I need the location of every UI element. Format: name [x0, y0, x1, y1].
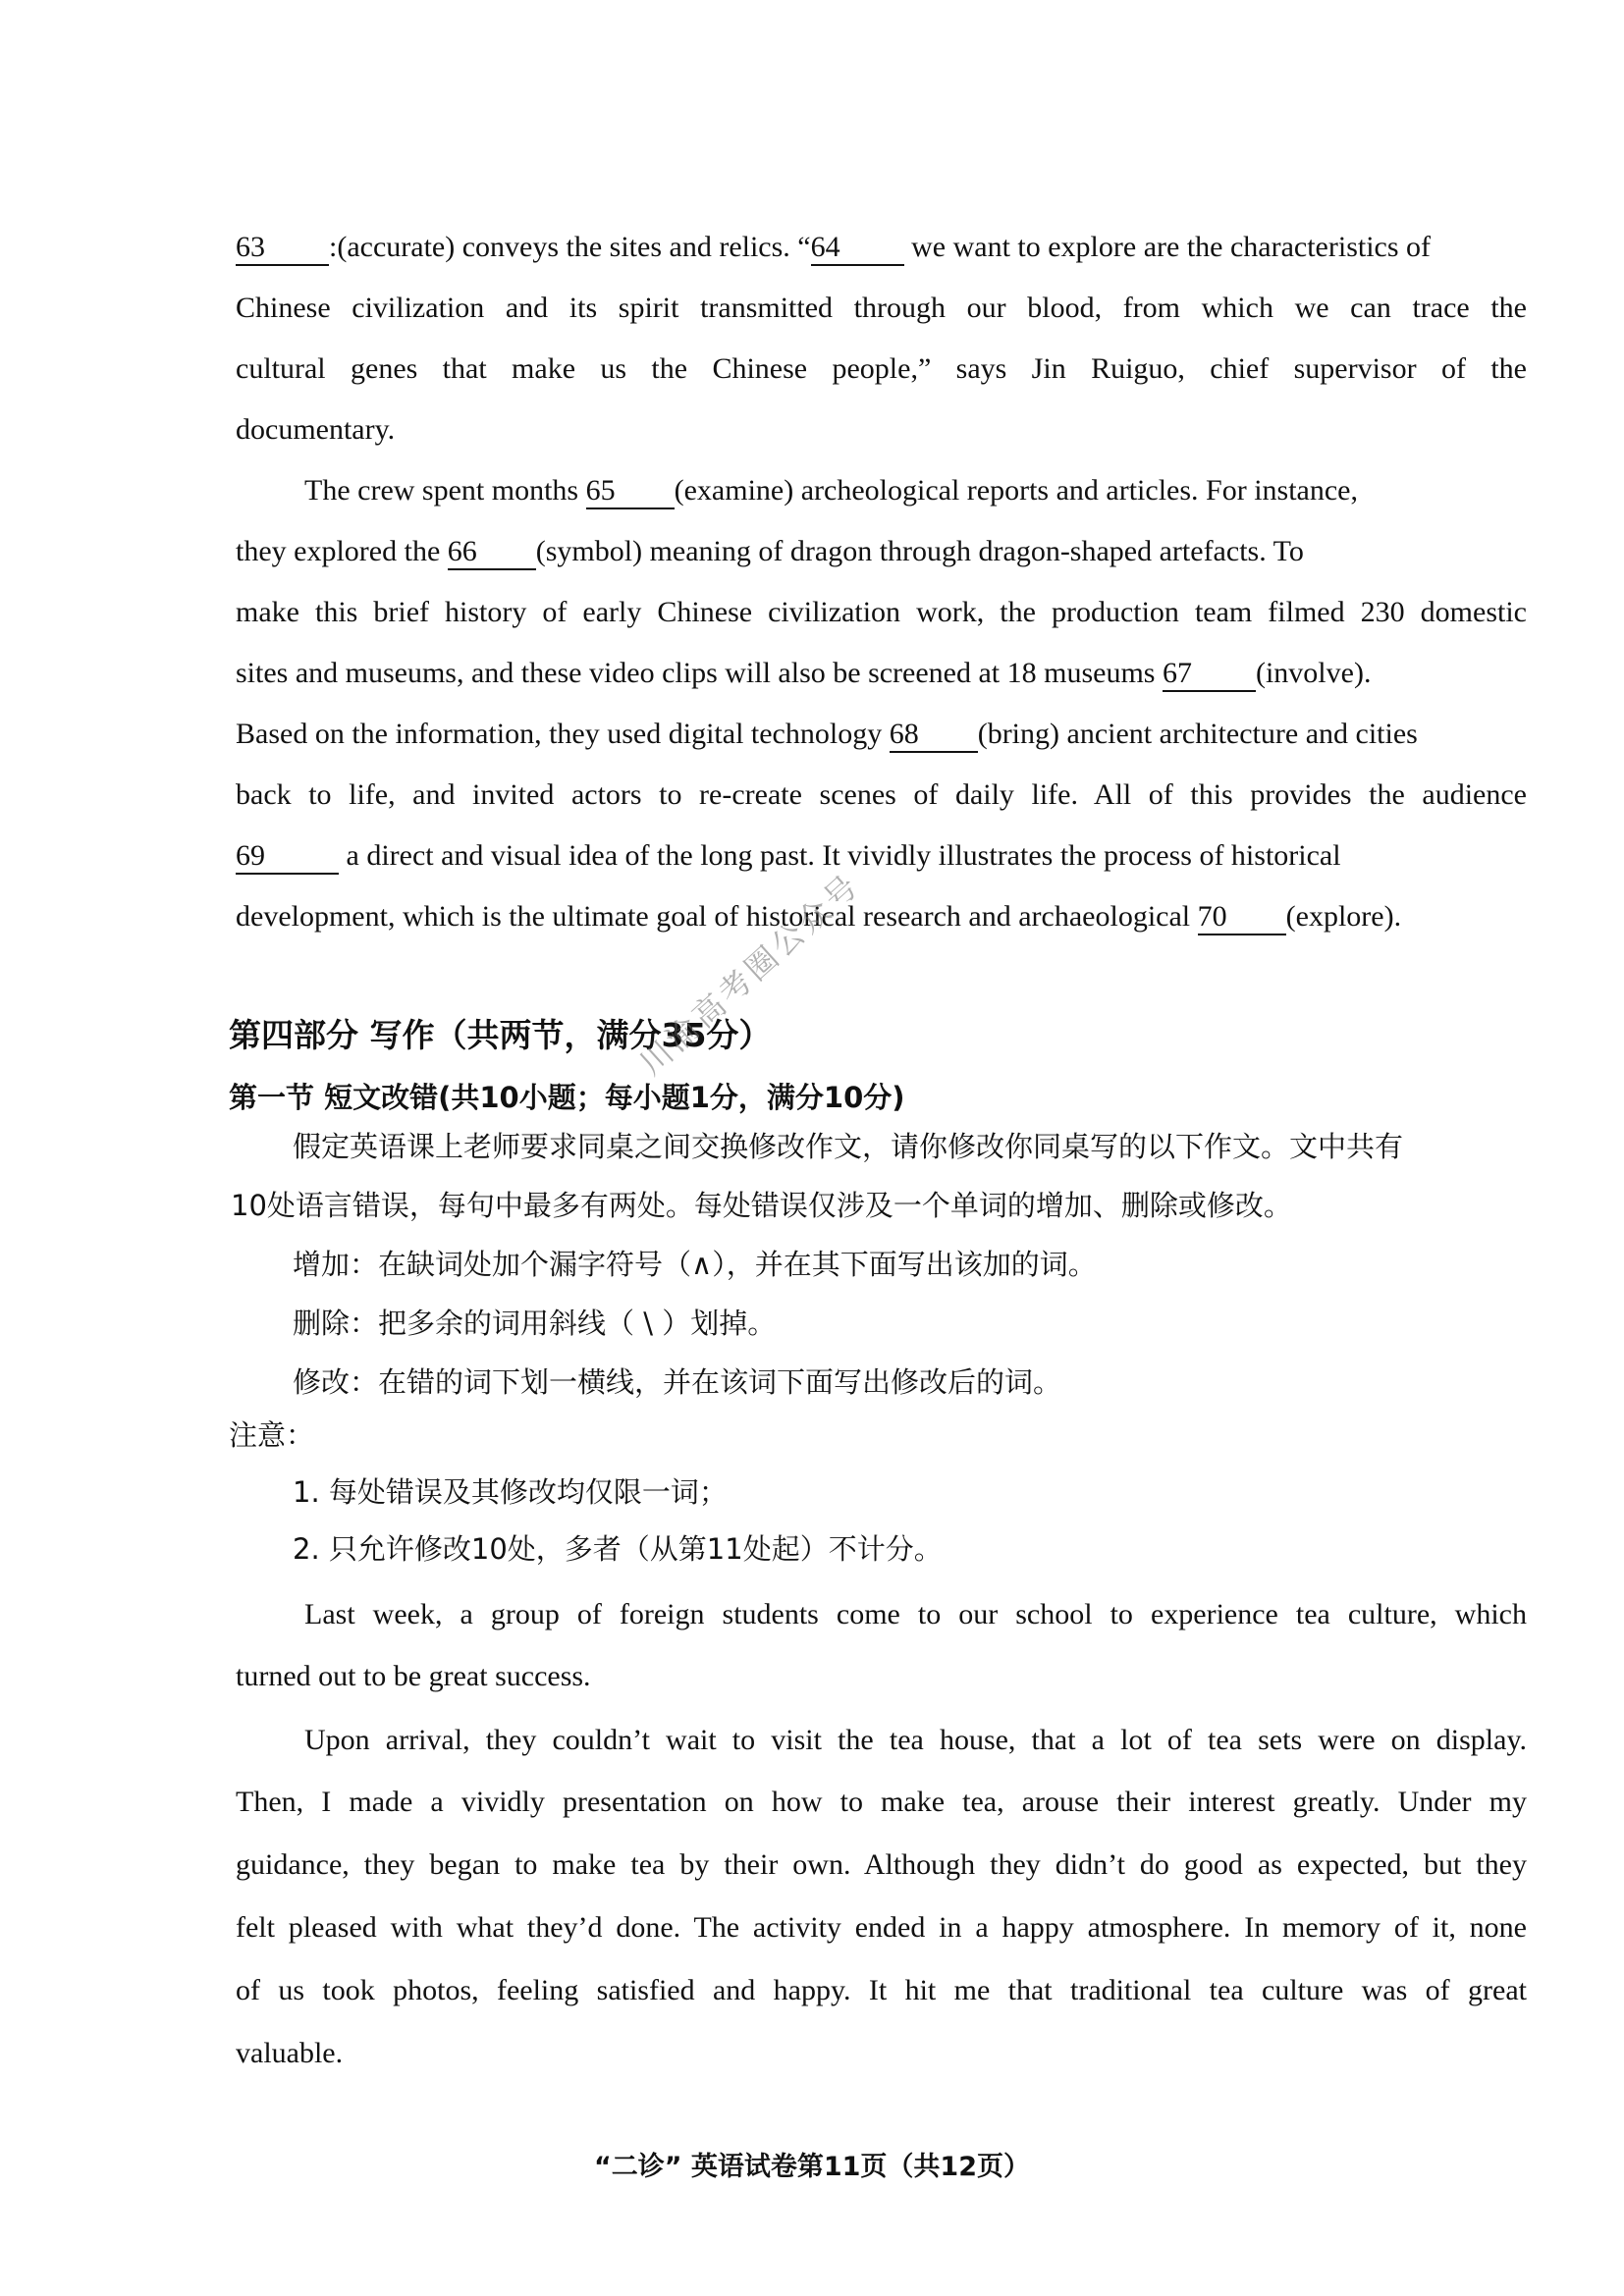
essay-line-2: turned out to be great success.	[236, 1660, 591, 1692]
passage-line-2: Chinese civilization and its spirit transmitted through our blood, from which we can trace the	[236, 292, 1527, 324]
essay-line-6: felt pleased with what they’d done. The activity ended in a happy atmosphere. In memory of it, none	[236, 1911, 1527, 1944]
rule-delete: 删除：把多余的词用斜线（ \ ）划掉。	[293, 1307, 777, 1340]
passage-line-7: make this brief history of early Chinese civilization work, the production team filmed 230 domestic	[236, 596, 1527, 628]
line-text: The crew spent months	[304, 474, 586, 507]
instruction-line-1: 假定英语课上老师要求同桌之间交换修改作文，请你修改你同桌写的以下作文。文中共有	[293, 1130, 1404, 1163]
blank-69: 69	[236, 839, 339, 875]
line-text: sites and museums, and these video clips will also be screened at 18 museums	[236, 657, 1163, 689]
line-text: Based on the information, they used digital technology	[236, 718, 890, 750]
passage-line-10: back to life, and invited actors to re-create scenes of daily life. All of this provides the audience	[236, 778, 1527, 811]
rule-modify: 修改：在错的词下划一横线，并在该词下面写出修改后的词。	[293, 1365, 1062, 1399]
blank-67: 67	[1163, 657, 1256, 692]
passage-line-6	[236, 532, 1527, 571]
rule-add: 增加：在缺词处加个漏字符号（∧），并在其下面写出该加的词。	[293, 1248, 1097, 1281]
passage-line-9	[236, 715, 1527, 754]
blank-66: 66	[448, 535, 536, 570]
line-text: (symbol) meaning of dragon through dragon-shaped artefacts. To	[535, 535, 1304, 567]
passage-line-5	[304, 471, 1527, 510]
part4-heading: 第四部分 写作（共两节，满分35分）	[229, 1016, 772, 1054]
section1-heading: 第一节 短文改错(共10小题；每小题1分，满分10分)	[229, 1081, 905, 1114]
passage-line-8	[236, 654, 1527, 693]
passage-line-12	[236, 897, 1527, 936]
essay-line-4: Then, I made a vividly presentation on how to make tea, arouse their interest greatly. Under my	[236, 1786, 1527, 1818]
passage-line-4: documentary.	[236, 413, 396, 446]
line-text: we want to explore are the characteristics of	[903, 231, 1432, 263]
line-text: (examine) archeological reports and articles. For instance,	[674, 474, 1358, 507]
note-label: 注意：	[229, 1418, 315, 1452]
essay-line-3: Upon arrival, they couldn’t wait to visit the tea house, that a lot of tea sets were on display.	[304, 1724, 1527, 1756]
note-1: 1. 每处错误及其修改均仅限一词；	[293, 1475, 728, 1509]
line-text: development, which is the ultimate goal of historical research and archaeological	[236, 900, 1198, 933]
line-text: (explore).	[1285, 900, 1402, 933]
passage-line-3: cultural genes that make us the Chinese people,” says Jin Ruiguo, chief supervisor of the	[236, 352, 1527, 385]
passage-line-1	[236, 228, 1527, 267]
note-2: 2. 只允许修改10处，多者（从第11处起）不计分。	[293, 1532, 943, 1566]
line-text: they explored the	[236, 535, 448, 567]
passage-line-11	[236, 836, 1527, 876]
blank-68: 68	[890, 718, 978, 753]
blank-63: 63	[236, 231, 329, 266]
blank-70: 70	[1198, 900, 1286, 935]
essay-line-8: valuable.	[236, 2037, 344, 2069]
essay-line-1: Last week, a group of foreign students come to our school to experience tea culture, which	[304, 1598, 1527, 1630]
line-text: a direct and visual idea of the long past. It vividly illustrates the process of historical	[339, 839, 1341, 872]
line-text: :(accurate) conveys the sites and relics. “	[329, 231, 811, 263]
essay-line-7: of us took photos, feeling satisfied and happy. It hit me that traditional tea culture was of great	[236, 1974, 1527, 2006]
line-text: (bring) ancient architecture and cities	[977, 718, 1418, 750]
blank-64: 64	[811, 231, 904, 266]
essay-line-5: guidance, they began to make tea by their own. Although they didn’t do good as expected, but they	[236, 1848, 1527, 1881]
page-footer: “二诊” 英语试卷第11页（共12页）	[593, 2152, 1031, 2182]
instruction-line-2: 10处语言错误，每句中最多有两处。每处错误仅涉及一个单词的增加、删除或修改。	[231, 1189, 1292, 1222]
watermark-stamp: 川渝高考圈公众号	[632, 865, 868, 1083]
blank-65: 65	[586, 474, 675, 509]
line-text: (involve).	[1255, 657, 1372, 689]
